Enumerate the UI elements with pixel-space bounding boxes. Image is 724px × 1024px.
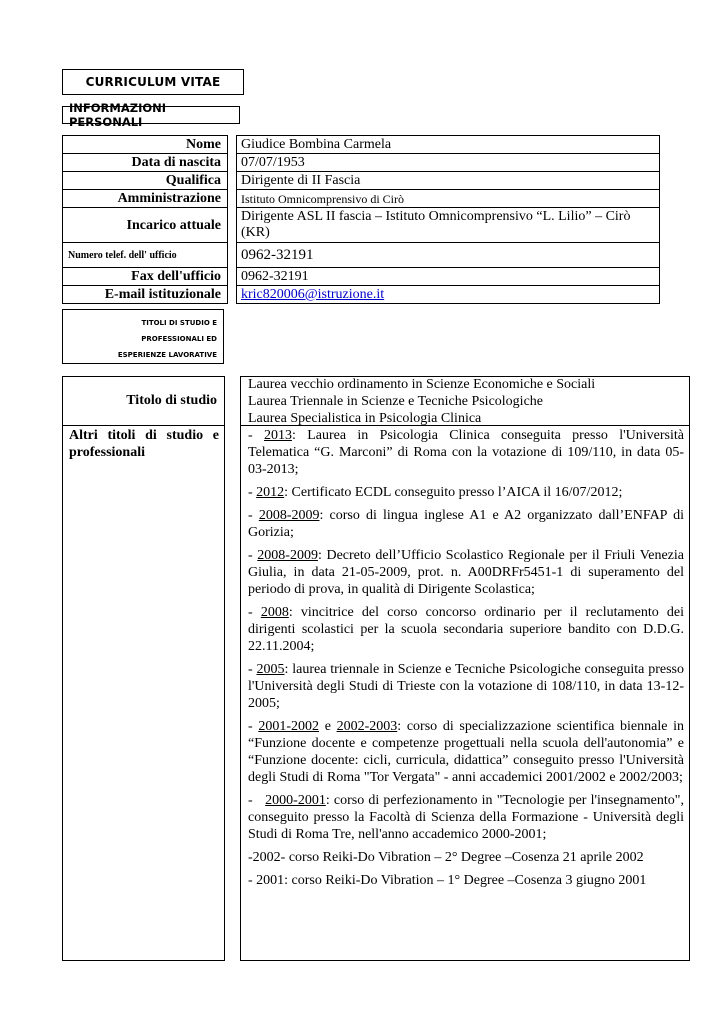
label-titolo-studio: Titolo di studio (126, 393, 217, 408)
info-row-qualifica (63, 172, 660, 190)
info-row-birthdate (63, 154, 660, 172)
list-item: - 2012: Certificato ECDL conseguito presso l’AICA il 16/07/2012; (248, 485, 623, 500)
info-row-name (63, 136, 660, 154)
email-link[interactable]: kric820006@istruzione.it (241, 286, 385, 302)
section-titles-line-3: ESPERIENZE LAVORATIVE (117, 351, 217, 359)
label-name: Nome (63, 136, 228, 154)
label-birthdate: Data di nascita (63, 154, 228, 172)
label-qualifica: Qualifica (63, 172, 228, 190)
entry-year: 2005 (256, 662, 285, 677)
list-item: - 2008: vincitrice del corso concorso ordinario per il reclutamento dei dirigenti scolastici per la scuola secondaria superiore bandito con D.D.G. 22.11.2004; (248, 605, 684, 654)
label-altri-titoli: Altri titoli di studio e professionali (69, 428, 219, 460)
cv-title: CURRICULUM VITAE (85, 75, 221, 89)
titolo-studio-item: Laurea vecchio ordinamento in Scienze Economiche e Sociali (248, 377, 596, 392)
personal-info-title-box (62, 101, 240, 129)
list-item: - 2000-2001: corso di perfezionamento in "Tecnologie per l'insegnamento", conseguito presso la Facoltà di Scienza della Formazione - Università degli Studi di Roma Tre, nell'anno accademico 2000-2001; (248, 793, 684, 842)
value-name: Giudice Bombina Carmela (237, 136, 660, 154)
section-titles-line-1: TITOLI DI STUDIO E (141, 319, 217, 327)
list-item: - 2001-2002 e 2002-2003: corso di specializzazione scientifica biennale in “Funzione docente e competenze progettuali nella scuola dell'autonomia” e “Funzione docente: cicli, curricula, didattica” conseguito presso l'Università degli Studi di Roma "Tor Vergata" - anni accademici 2001/2002 e 2002/2003; (248, 719, 684, 785)
info-row-email (63, 286, 660, 304)
list-item: - 2008-2009: corso di lingua inglese A1 e A2 organizzato dall’ENFAP di Gorizia; (248, 508, 684, 540)
list-item: - 2013: Laurea in Psicologia Clinica conseguita presso l'Università Telematica “G. Marconi” di Roma con la votazione di 109/110, in data 05-03-2013; (248, 428, 684, 477)
entry-year: 2008-2009 (258, 508, 320, 523)
info-row-fax (63, 268, 660, 286)
value-email-cell (237, 286, 660, 304)
value-amministrazione: Istituto Omnicomprensivo di Cirò (237, 190, 660, 208)
info-row-telefono (63, 243, 660, 268)
list-item: - 2001: corso Reiki-Do Vibration – 1° Degree –Cosenza 3 giugno 2001 (248, 873, 647, 888)
titolo-studio-item: Laurea Specialistica in Psicologia Clinica (248, 411, 482, 426)
list-item: - 2005: laurea triennale in Scienze e Tecniche Psicologiche conseguita presso l'Università degli Studi di Trieste con la votazione di 108/110, in data 13-12-2005; (248, 662, 684, 711)
row-divider-left (62, 425, 225, 426)
altri-titoli-list (248, 427, 684, 895)
label-incarico: Incarico attuale (63, 208, 228, 243)
value-qualifica: Dirigente di II Fascia (237, 172, 660, 190)
label-amministrazione: Amministrazione (63, 190, 228, 208)
value-birthdate: 07/07/1953 (237, 154, 660, 172)
label-telefono: Numero telef. dell' ufficio (63, 243, 228, 268)
titolo-studio-list (248, 376, 686, 427)
section-titles-box (62, 309, 224, 364)
value-telefono: 0962-32191 (237, 243, 660, 268)
value-fax: 0962-32191 (237, 268, 660, 286)
entry-year: 2008-2009 (257, 548, 318, 563)
entry-year: 2008 (260, 605, 289, 620)
entry-year: 2013 (263, 428, 292, 443)
personal-info-table (62, 135, 660, 304)
titles-label-column (62, 376, 225, 961)
label-fax: Fax dell'ufficio (63, 268, 228, 286)
cv-title-box (62, 69, 244, 95)
titolo-studio-item: Laurea Triennale in Scienze e Tecniche Psicologiche (248, 394, 543, 409)
list-item: - 2008-2009: Decreto dell’Ufficio Scolastico Regionale per il Friuli Venezia Giulia, in data 21-05-2009, prot. n. A00DRFr5451-1 di superamento del periodo di prova, in qualità di Dirigente Scolastica; (248, 548, 684, 597)
section-titles-line-2: PROFESSIONALI ED (141, 335, 217, 343)
label-email: E-mail istituzionale (63, 286, 228, 304)
entry-year: 2012 (256, 485, 285, 500)
info-row-amministrazione (63, 190, 660, 208)
list-item: -2002- corso Reiki-Do Vibration – 2° Degree –Cosenza 21 aprile 2002 (248, 850, 644, 865)
entry-year: 2002-2003 (336, 719, 398, 734)
entry-year: 2001-2002 (258, 719, 320, 734)
info-row-incarico (63, 208, 660, 243)
value-incarico: Dirigente ASL II fascia – Istituto Omnicomprensivo “L. Lilio” – Cirò (KR) (237, 208, 660, 243)
entry-year: 2000-2001 (265, 793, 326, 808)
personal-info-title: INFORMAZIONI PERSONALI (69, 101, 167, 129)
